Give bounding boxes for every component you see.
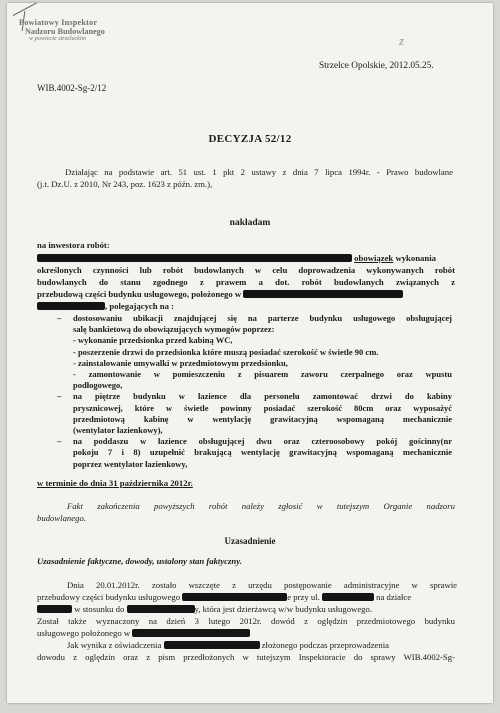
redacted-object bbox=[182, 593, 287, 601]
justification-line-2-text-b: e przy ul. bbox=[287, 592, 320, 602]
work-item-1a-line-1: - wykonanie przedsionka przed kabiną WC, bbox=[73, 335, 233, 346]
justification-line-6 bbox=[67, 639, 457, 651]
work-item-1c-line-1: - zainstalowanie umywalki w przedmiotowym przedsionku, bbox=[73, 357, 288, 368]
office-stamp bbox=[19, 19, 105, 43]
justification-line-1: Dnia 20.01.2012r. zostało wszczęte z urzędu postępowanie administracyjne w sprawie bbox=[67, 580, 457, 590]
document-page bbox=[7, 3, 493, 703]
redacted-declarant bbox=[164, 641, 260, 649]
work-item-2 bbox=[57, 391, 452, 436]
work-item-1d-line-1: - zamontowanie w pomieszczeniu z pisuarem zaworu czerpalnego oraz wpustu bbox=[73, 369, 452, 380]
justification-line-6-text-a: Jak wynika z oświadczenia bbox=[67, 640, 162, 650]
work-item-1d-line-2: podłogowego, bbox=[73, 380, 123, 391]
justification-line-2-text-c: na działce bbox=[376, 592, 412, 602]
legal-basis-line-2: (j.t. Dz.U. z 2010, Nr 243, poz. 1623 z późn. zm.), bbox=[37, 179, 213, 189]
work-item-1c bbox=[57, 358, 452, 369]
work-item-3-line-2: pokoju 7 i 8) uzupełnić brakującą wentylację grawitacyjną wspomaganą mechanicznie bbox=[73, 447, 452, 458]
work-item-2-line-1: na piętrze budynku w łazience dla personelu zamontować drzwi do kabiny bbox=[73, 391, 452, 402]
work-items-list bbox=[57, 313, 452, 470]
work-item-3-line-1: na poddaszu w łazience obsługującej dwu oraz czteroosobowy pokój gościnny(nr bbox=[73, 436, 452, 447]
work-item-1 bbox=[57, 313, 452, 335]
obligation-word: obowiązek bbox=[354, 253, 394, 263]
obligation-line-2: określonych czynności lub robót budowlanych w celu doprowadzenia wykonywanych robót bbox=[37, 265, 455, 275]
decision-title: DECYZJA 52/12 bbox=[208, 133, 292, 145]
work-item-2-dash: – bbox=[57, 391, 62, 402]
stamp-line-3: w powiecie strzeleckim bbox=[29, 35, 87, 43]
case-reference: WIB.4002-Sg-2/12 bbox=[37, 83, 107, 93]
redacted-street bbox=[322, 593, 374, 601]
redacted-plot-number bbox=[37, 605, 72, 613]
work-item-1a bbox=[57, 335, 452, 346]
obligation-tail: wykonania bbox=[395, 253, 436, 263]
obligation-line-1 bbox=[37, 252, 455, 264]
work-item-1d bbox=[57, 369, 452, 391]
obligation-line-4-text: przebudową części budynku usługowego, położonego w bbox=[37, 289, 242, 299]
work-item-3-dash: – bbox=[57, 436, 62, 447]
deadline: w terminie do dnia 31 października 2012r. bbox=[37, 478, 193, 488]
redacted-plot bbox=[37, 302, 105, 310]
redacted-investor bbox=[37, 254, 352, 262]
justification-line-3-text-b: y, która jest dzierżawcą w/w budynku usługowego. bbox=[194, 604, 373, 614]
stamp-line-2: Nadzoru Budowlanego bbox=[25, 26, 105, 36]
justification-line-2 bbox=[37, 591, 457, 603]
obligation-line-3: budowlanych do stanu zgodnego z prawem a dot. robót budowlanych związanych z bbox=[37, 277, 455, 287]
stamp-strike-mark bbox=[13, 3, 40, 16]
justification-line-2-text-a: przebudowy części budynku usługowego bbox=[37, 592, 181, 602]
work-item-1b bbox=[57, 347, 452, 358]
place-and-date: Strzelce Opolskie, 2012.05.25. bbox=[319, 61, 434, 71]
handwritten-mark: z bbox=[399, 33, 405, 48]
investor-label: na inwestora robót: bbox=[37, 240, 110, 250]
work-item-1-dash: – bbox=[57, 313, 62, 323]
justification-line-3 bbox=[37, 603, 457, 615]
report-line-2: budowlanego. bbox=[37, 513, 86, 523]
legal-basis-line-1: Działając na podstawie art. 51 ust. 1 pkt 2 ustawy z dnia 7 lipca 1994r. - Prawo budowlane bbox=[65, 167, 453, 177]
work-item-3-line-3: poprzez wentylator łazienkowy, bbox=[73, 458, 188, 469]
work-item-3 bbox=[57, 436, 452, 470]
obligation-line-4 bbox=[37, 288, 457, 300]
redacted-party bbox=[127, 605, 195, 613]
justification-heading: Uzasadnienie bbox=[224, 536, 276, 546]
justification-line-7: dowodu z oględzin oraz z pism przedłożonych w tutejszym Inspektoracie do sprawy WIB.4002-Sg- bbox=[37, 652, 455, 662]
redacted-address bbox=[132, 629, 250, 637]
work-item-1-line-2: salę bankietową do obowiązujących wymogów poprzez: bbox=[73, 324, 275, 335]
justification-line-5-text: usługowego położonego w bbox=[37, 628, 131, 638]
justification-line-4: Został także wyznaczony na dzień 3 lutego 2012r. dowód z oględzin przedmiotowego budynku bbox=[37, 616, 455, 626]
work-item-2-line-3: przedmiotową kabinę w wentylację grawitacyjną wspomaganą mechanicznie bbox=[73, 413, 452, 424]
imposes-heading: nakładam bbox=[229, 218, 271, 228]
justification-line-5 bbox=[37, 627, 457, 639]
redacted-location bbox=[243, 290, 403, 298]
work-item-2-line-4: (wentylator łazienkowy), bbox=[73, 425, 163, 436]
report-line-1: Fakt zakończenia powyższych robót należy zgłosić w tutejszym Organie nadzoru bbox=[67, 501, 455, 511]
work-item-1b-line-1: - poszerzenie drzwi do przedsionka które muszą posiadać szerokość w świetle 90 cm. bbox=[73, 346, 379, 357]
justification-line-6-text-b: złożonego podczas przeprowadzenia bbox=[261, 640, 390, 650]
justification-subtitle: Uzasadnienie faktyczne, dowody, ustalony stan faktyczny. bbox=[37, 556, 242, 566]
stamp-line-1: Powiatowy Inspektor bbox=[19, 18, 98, 27]
work-item-1-line-1: dostosowaniu ubikacji znajdującej się na parterze budynku usługowego obsługującej bbox=[73, 313, 452, 323]
obligation-line-5 bbox=[37, 300, 174, 312]
work-item-2-line-2: prysznicowej, które w świetle powinny posiadać szerokość 80cm oraz wyposażyć bbox=[73, 402, 452, 413]
justification-line-3-text-a: w stosunku do bbox=[74, 604, 125, 614]
obligation-line-5-text: , polegających na : bbox=[105, 301, 175, 311]
